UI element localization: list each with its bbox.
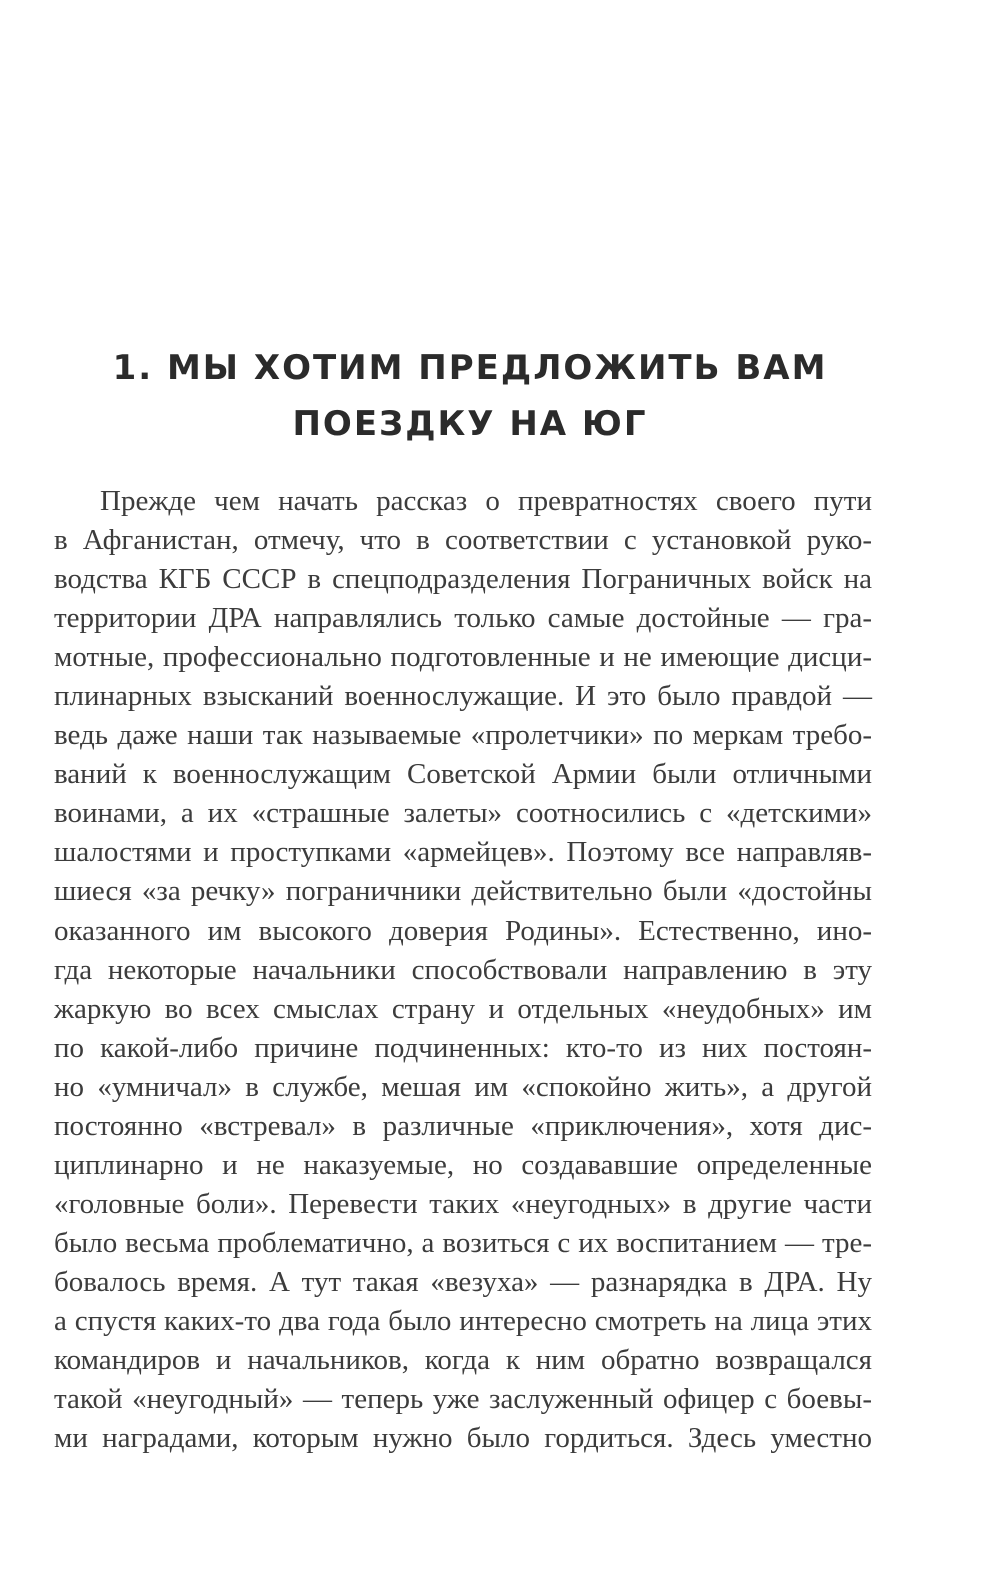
paragraph-line: гда некоторые начальники способствовали направлению в эту [54,953,872,986]
chapter-title-line: 1. МЫ ХОТИМ ПРЕДЛОЖИТЬ ВАМ [112,348,828,388]
paragraph-line: Прежде чем начать рассказ о превратностях своего пути [100,485,872,517]
chapter-title [60,340,880,452]
paragraph-line: такой «неугодный» — теперь уже заслуженный офицер с боевы- [54,1383,872,1416]
paragraph-line: ми наградами, которым нужно было гордиться. Здесь уместно [54,1422,872,1455]
paragraph-line: но «умничал» в службе, мешая им «спокойно жить», а другой [54,1070,872,1103]
paragraph-line: циплинарно и не наказуемые, но создававшие определенные [54,1148,872,1181]
paragraph-line: бовалось время. А тут такая «везуха» — разнарядка в ДРА. Ну [54,1265,872,1298]
chapter-title-line: ПОЕЗДКУ НА ЮГ [292,404,648,444]
paragraph-line: водства КГБ СССР в спецподразделения Пограничных войск на [54,563,872,596]
paragraph-line: было весьма проблематично, а возиться с их воспитанием — тре- [54,1226,872,1259]
paragraph-line: плинарных взысканий военнослужащие. И это было правдой — [54,680,872,713]
paragraph-line: жаркую во всех смыслах страну и отдельных «неудобных» им [54,992,872,1025]
paragraph-line: а спустя каких-то два года было интересно смотреть на лица этих [54,1304,872,1337]
paragraph-line: шалостями и проступками «армейцев». Поэтому все направляв- [54,836,872,869]
paragraph-line: ваний к военнослужащим Советской Армии были отличными [54,758,872,791]
paragraph-line: территории ДРА направлялись только самые достойные — гра- [54,602,872,635]
paragraph-line: постоянно «встревал» в различные «приключения», хотя дис- [54,1109,872,1142]
paragraph-line: оказанного им высокого доверия Родины». Естественно, ино- [54,914,872,947]
paragraph-line: мотные, профессионально подготовленные и не имеющие дисци- [54,641,872,674]
paragraph-line: по какой-либо причине подчиненных: кто-то из них постоян- [54,1031,872,1064]
chapter-body-paragraph [54,482,872,1458]
paragraph-line: воинами, а их «страшные залеты» соотносились с «детскими» [54,797,872,830]
paragraph-line: ведь даже наши так называемые «пролетчики» по меркам требо- [54,719,872,752]
paragraph-line: в Афганистан, отмечу, что в соответствии с установкой руко- [54,524,872,557]
paragraph-line: командиров и начальников, когда к ним обратно возвращался [54,1344,872,1377]
paragraph-line: «головные боли». Перевести таких «неугодных» в другие части [54,1187,872,1220]
paragraph-line: шиеся «за речку» пограничники действительно были «достойны [54,875,872,908]
